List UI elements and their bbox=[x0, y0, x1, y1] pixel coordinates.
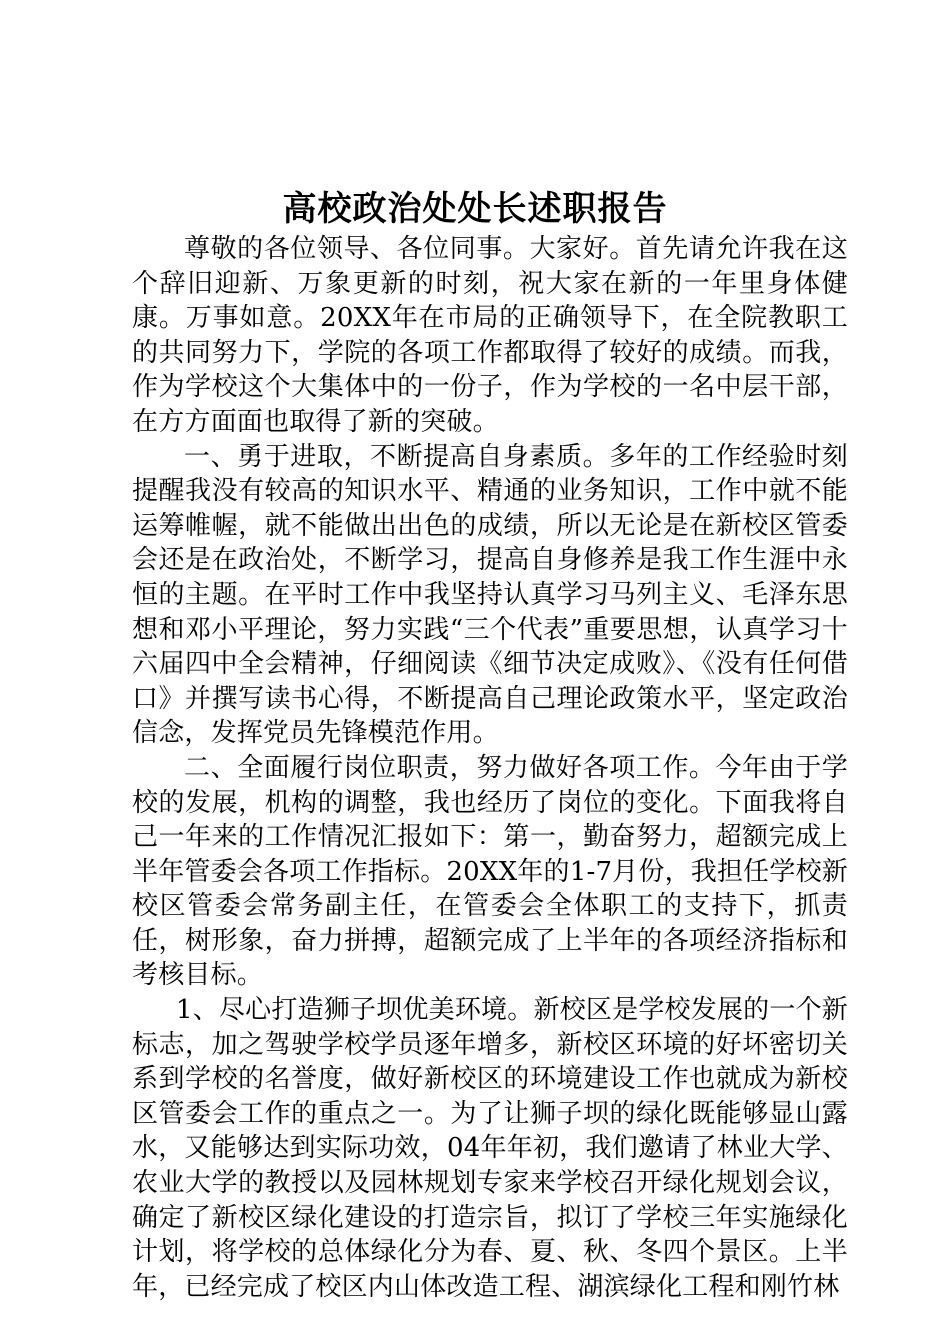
paragraph-section-two: 二、全面履行岗位职责，努力做好各项工作。今年由于学校的发展，机构的调整，我也经历了岗位的变化。下面我将自己一年来的工作情况汇报如下：第一，勤奋努力，超额完成上半年管委会各项工作指标。20XX年的1-7月份，我担任学校新校区管委会常务副主任，在管委会全体职工的支持下，抓责任，树形象，奋力拼搏，超额完成了上半年的各项经济指标和考核目标。 bbox=[132, 752, 848, 991]
paragraph-section-one: 一、勇于进取，不断提高自身素质。多年的工作经验时刻提醒我没有较高的知识水平、精通的业务知识，工作中就不能运筹帷幄，就不能做出出色的成绩，所以无论是在新校区管委会还是在政治处，不断学习，提高自身修养是我工作生涯中永恒的主题。在平时工作中我坚持认真学习马列主义、毛泽东思想和邓小平理论，努力实践“三个代表”重要思想，认真学习十六届四中全会精神，仔细阅读《细节决定成败》、《没有任何借口》并撰写读书心得，不断提高自己理论政策水平，坚定政治信念，发挥党员先锋模范作用。 bbox=[132, 441, 848, 749]
paragraph-greeting: 尊敬的各位领导、各位同事。大家好。首先请允许我在这个辞旧迎新、万象更新的时刻，祝大家在新的一年里身体健康。万事如意。20XX年在市局的正确领导下，在全院教职工的共同努力下，学院的各项工作都取得了较好的成绩。而我，作为学校这个大集体中的一份子，作为学校的一名中层干部，在方方面面也取得了新的突破。 bbox=[132, 234, 848, 437]
paragraph-item-one: 1、尽心打造狮子坝优美环境。新校区是学校发展的一个新标志，加之驾驶学校学员逐年增多，新校区环境的好坏密切关系到学校的名誉度，做好新校区的环境建设工作也就成为新校区管委会工作的重点之一。为了让狮子坝的绿化既能够显山露水，又能够达到实际功效，04年年初，我们邀请了林业大学、农业大学的教授以及园林规划专家来学校召开绿化规划会议，确定了新校区绿化建设的打造宗旨，拟订了学校三年实施绿化计划，将学校的总体绿化分为春、夏、秋、冬四个景区。上半年，已经完成了校区内山体改造工程、湖滨绿化工程和刚竹林 bbox=[132, 995, 848, 1302]
page-title: 高校政治处处长述职报告 bbox=[282, 189, 668, 229]
document-body bbox=[132, 232, 848, 1304]
